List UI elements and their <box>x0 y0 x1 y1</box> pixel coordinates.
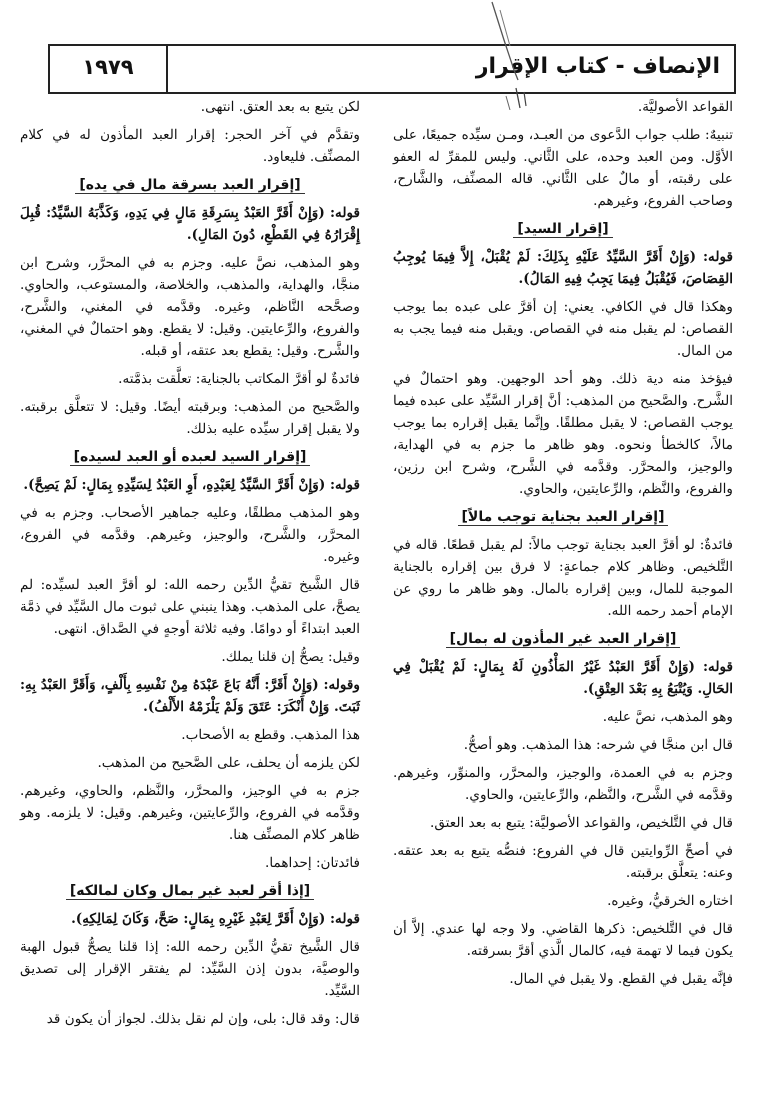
left-paragraph: لكن يلزمه أن يحلف، على الصَّحيح من المذهب. <box>97 755 360 771</box>
left-section-heading <box>20 446 360 468</box>
left-quoted-text: قوله: (وَإِنْ أَقَرَّ العَبْدُ بِسَرِقَةِ مَالٍ فِي يَدِهِ، وَكَذَّبَهُ السَّيِّدُ: قُبِلَ إِقْرَارُهُ فِي القَطْعِ، دُونَ المَالِ). <box>20 205 360 243</box>
left-quoted-text: قوله: (وَإِنْ أَقَرَّ لِعَبْدِ غَيْرِهِ بِمَالٍ: صَحَّ، وَكَانَ لِمَالِكِهِ). <box>71 911 360 927</box>
left-paragraph: قال الشَّيخ تقيُّ الدِّين رحمه الله: لو أقرَّ العبد لسيِّده: لم يصحَّ، على المذهب. وهذا ينبني على ثبوت مال السَّيِّد في ذمَّة العبد ابتداءً أو دوامًا. وفيه ثلاثة أوجهٍ في الصَّداق. انتهى. <box>20 577 360 637</box>
page-number: ١٩٧٩ <box>82 55 134 79</box>
page-header <box>48 44 736 94</box>
right-quoted-text: قوله: (وَإِنْ أَقَرَّ العَبْدُ غَيْرُ المَأْذُونِ لَهُ بِمَالٍ: لَمْ يُقْبَلْ فِي الحَالِ. وَيُتْبَعُ بِهِ بَعْدَ العِتْقِ). <box>393 659 733 697</box>
section-heading-text: [إذا أقر لعبد غير بمال وكان لمالكه] <box>66 883 314 900</box>
right-paragraph: قال في التَّلخيص: ذكرها القاضي. ولا وجه لها عندي. إلاَّ أن يكون فيما لا تهمة فيه، كالمال الَّذي أقرَّ بسرقته. <box>393 921 733 959</box>
right-section-heading <box>393 506 733 528</box>
section-heading-text: [إقرار السيد] <box>513 221 612 238</box>
left-paragraph: وقيل: يصحُّ إن قلنا يملك. <box>221 649 360 665</box>
right-paragraph: قال في التَّلخيص، والقواعد الأصوليَّة: يتبع به بعد العتق. <box>430 815 733 831</box>
section-heading-text: [إقرار السيد لعبده أو العبد لسيده] <box>70 449 311 466</box>
left-paragraph: لكن يتبع به بعد العتق. انتهى. <box>200 99 360 115</box>
right-section-heading <box>393 628 733 650</box>
right-paragraph: وهو المذهب، نصَّ عليه. <box>602 709 733 725</box>
right-paragraph: وهكذا قال في الكافي. يعني: إن أقرَّ على عبده بما يوجب القصاص: لم يقبل منه في القصاص. ويقبل منه فيما يجب به من المال. <box>393 299 733 359</box>
pen-scribble-mark <box>470 0 540 110</box>
right-paragraph: فإنَّه يقبل في القطع. ولا يقبل في المال. <box>509 971 733 987</box>
section-heading-text: [إقرار العبد غير المأذون له بمال] <box>446 631 681 648</box>
right-paragraph: اختاره الخرقيُّ، وغيره. <box>607 893 733 909</box>
left-section-heading <box>20 174 360 196</box>
left-section-heading <box>20 880 360 902</box>
left-paragraph: هذا المذهب. وقطع به الأصحاب. <box>181 727 360 743</box>
section-heading-text: [إقرار العبد بجناية توجب مالاً] <box>458 509 669 526</box>
left-quoted-text: قوله: (وَإِنْ أَقَرَّ السَّيِّدُ لِعَبْدِهِ، أَوِ العَبْدُ لِسَيِّدِهِ بِمَالٍ: لَمْ يَصِحَّ). <box>23 477 360 493</box>
right-paragraph: وجزم به في العمدة، والوجيز، والمحرَّر، والمنوِّر، وغيرهم. وقدَّمه في الشَّرح، والنَّظم، والرِّعايتين، والحاوي. <box>393 765 733 803</box>
left-paragraph: وتقدَّم في آخر الحجر: إقرار العبد المأذون له في كلام المصنِّف. فليعاود. <box>20 127 360 165</box>
left-paragraph: قال: وقد قال: بلى، وإن لم نقل بذلك. لجواز أن يكون قد <box>46 1011 360 1027</box>
left-quoted-text: وقوله: (وَإِنْ أَقَرَّ: أَنَّهُ بَاعَ عَبْدَهُ مِنْ نَفْسِهِ بِأَلْفٍ، وَأَقَرَّ العَبْدُ بِهِ: ثَبَتَ. وَإِنْ أَنْكَرَ: عَتَقَ وَلَمْ يَلْزَمْهُ الأَلْفُ). <box>20 677 360 715</box>
right-paragraph: فائدةٌ: لو أقرَّ العبد بجناية توجب مالاً: لم يقبل قطعًا. قاله في التَّلخيص. وظاهر كلام جماعةٍ: لا فرق بين إقراره بالجناية الموجبة للمال، وبين إقراره بالمال. وهو ظاهر ما روي عن الإمام أحمد رحمه الله. <box>393 537 733 619</box>
right-paragraph: في أصحِّ الرِّوايتين قال في الفروع: فنصُّه يتبع به بعد عتقه. وعنه: يتعلَّق برقبته. <box>393 843 733 881</box>
page-title: الإنصاف - كتاب الإقرار <box>475 54 720 79</box>
right-column <box>393 96 733 996</box>
left-paragraph: وهو المذهب، نصَّ عليه. وجزم به في المحرَّر، وشرح ابن منجَّا، والهداية، والمذهب، والخلاصة، والمستوعب، والحاوي. وصحَّحه النَّاظم، وغيره. وقدَّمه في المغني، والشَّرح، والفروع، والرِّعايتين. وقيل: لا يقطع. وهو احتمالٌ في المغني، والشَّرح. وقيل: يقطع بعد عتقه، أو قبله. <box>20 255 360 359</box>
right-paragraph: قال ابن منجَّا في شرحه: هذا المذهب. وهو أصحُّ. <box>463 737 733 753</box>
left-paragraph: فائدةٌ لو أقرَّ المكاتب بالجناية: تعلَّقت بذمَّته. <box>118 371 360 387</box>
right-paragraph: القواعد الأصوليَّة. <box>637 99 733 115</box>
header-divider <box>166 46 168 92</box>
left-paragraph: والصَّحيح من المذهب: وبرقبته أيضًا. وقيل: لا تتعلَّق برقبته. ولا يقبل إقرار سيِّده عليه بذلك. <box>20 399 360 437</box>
left-paragraph: جزم به في الوجيز، والمحرَّر، والنَّظم، والحاوي، وغيرهم. وقدَّمه في الفروع، والرِّعايتين، وغيرهم. وقيل: لا يلزمه. وهو ظاهر كلام المصنِّف هنا. <box>20 783 360 843</box>
left-column <box>20 96 360 1036</box>
right-paragraph: تنبيهٌ: طلب جواب الدَّعوى من العبـد، ومـن سيِّده جميعًا، على الأوَّل. ومن العبد وحده، على الثَّاني. وليس للمقرِّ له العفو على رقبته، أو مالٌ على الثَّاني. قاله المصنِّف، والشَّارح، وصاحب الفروع، وغيرهم. <box>393 127 733 209</box>
left-paragraph: قال الشَّيخ تقيُّ الدِّين رحمه الله: إذا قلنا يصحُّ قبول الهبة والوصيَّة، بدون إذن السَّيِّد: لم يفتقر الإقرار إلى تصديق السَّيِّد. <box>20 939 360 999</box>
right-quoted-text: قوله: (وَإِنْ أَقَرَّ السَّيِّدُ عَلَيْهِ بِذَلِكَ: لَمْ يُقْبَلْ، إِلاَّ فِيمَا يُوجِبُ القِصَاصَ، فَيُقْبَلُ فِيمَا يَجِبُ فِيهِ المَالُ). <box>393 249 733 287</box>
right-section-heading <box>393 218 733 240</box>
section-heading-text: [إقرار العبد بسرقة مال في يده] <box>75 177 304 194</box>
left-paragraph: وهو المذهب مطلقًا، وعليه جماهير الأصحاب. وجزم به في المحرَّر، والشَّرح، والوجيز، وغيرهم. وقدَّمه في الفروع، وغيره. <box>20 505 360 565</box>
right-paragraph: فيؤخذ منه دية ذلك. وهو أحد الوجهين. وهو احتمالٌ في الشَّرح. والصَّحيح من المذهب: أنَّ إقرار السَّيِّد على عبده فيما يوجب القصاص: لا يقبل مطلقًا. وإنَّما يقبل إقراره بما يوجب مالاً، كالخطأ ونحوه. وهو ظاهر ما جزم به في الهداية، والوجيز، والمحرَّر. وقدَّمه في الشَّرح، وشرح ابن رزين، والفروع، والنَّظم، والرِّعايتين، والحاوي. <box>393 371 733 497</box>
left-paragraph: فائدتان: إحداهما. <box>265 855 360 871</box>
